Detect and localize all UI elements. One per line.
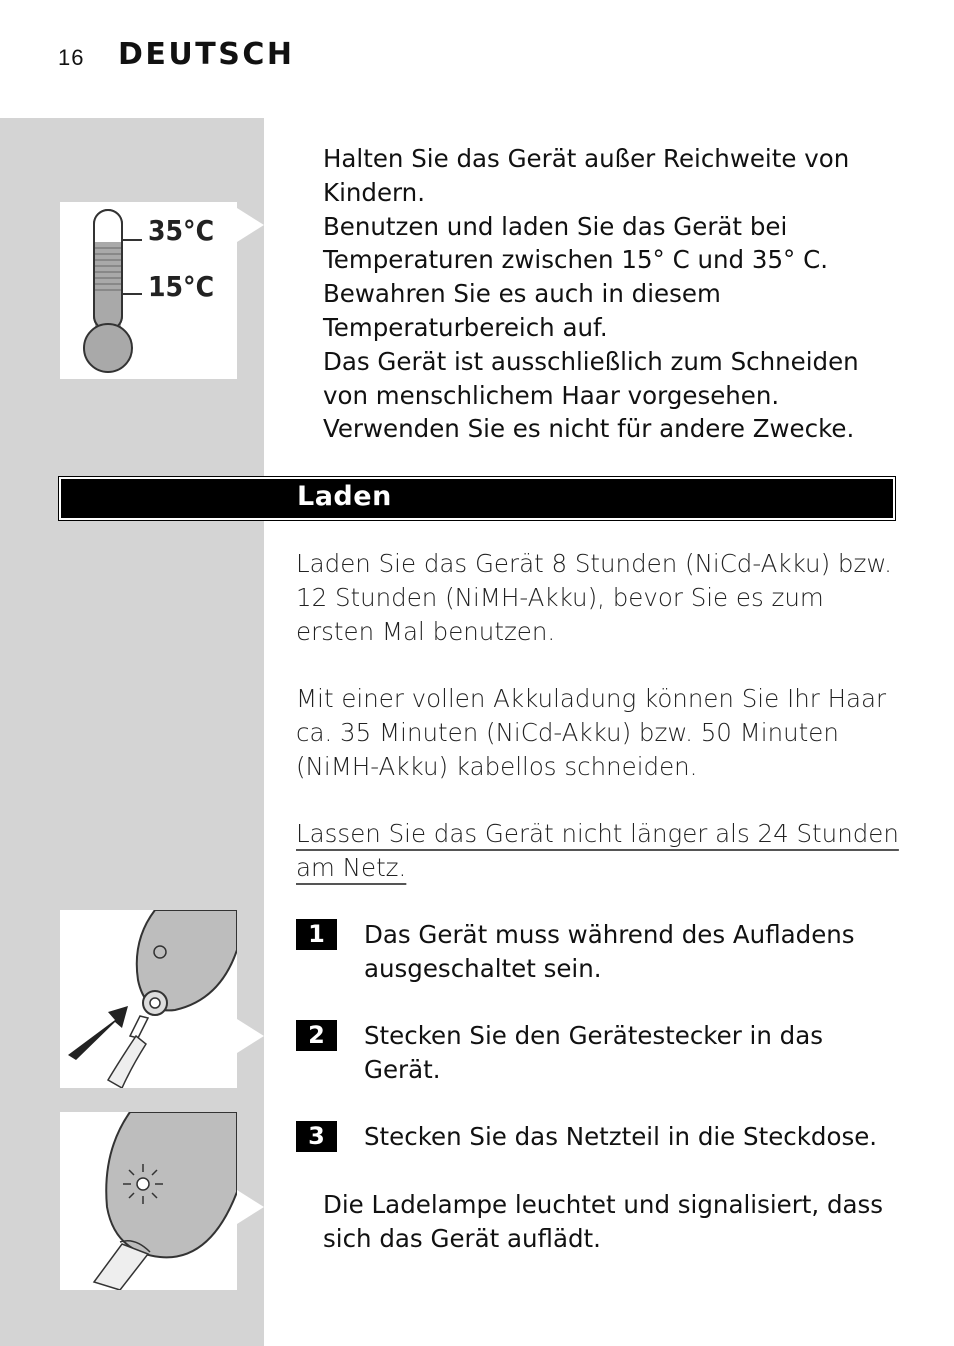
text-line: Kindern.	[323, 177, 425, 207]
text-line: Die Ladelampe leuchtet und signalisiert, dass	[323, 1190, 884, 1219]
text-line: Laden Sie das Gerät 8 Stunden (NiCd-Akku) bzw.	[296, 549, 892, 578]
text-line: (NiMH-Akku) kabellos schneiden.	[296, 751, 698, 781]
text-line: Temperaturen zwischen 15° C und 35° C.	[323, 245, 828, 275]
illustration-pointer	[237, 1190, 264, 1224]
warning-paragraph	[296, 817, 899, 885]
page-language-title: DEUTSCH	[118, 37, 295, 72]
temp-high-label: 35°C	[148, 214, 215, 247]
text-line: Temperaturbereich auf.	[323, 312, 608, 342]
step-number-badge: 3	[296, 1121, 337, 1152]
step-text	[364, 1120, 877, 1154]
step-number-badge: 1	[296, 919, 337, 950]
text-line: Das Gerät muss während des Aufladens	[364, 920, 855, 949]
text-line: Gerät.	[364, 1054, 441, 1084]
text-line: Benutzen und laden Sie das Gerät bei	[323, 211, 788, 241]
text-line: Lassen Sie das Gerät nicht länger als 24 Stunden	[296, 819, 899, 848]
section-title: Laden	[297, 481, 392, 512]
text-line: Stecken Sie das Netzteil in die Steckdose.	[364, 1122, 878, 1151]
page-number: 16	[58, 45, 85, 70]
step-text	[364, 1019, 823, 1087]
charging-light-note	[323, 1188, 883, 1256]
temp-low-label: 15°C	[148, 270, 215, 303]
text-line: ausgeschaltet sein.	[364, 953, 602, 983]
text-line: Stecken Sie den Gerätestecker in das	[364, 1021, 824, 1050]
text-line: ersten Mal benutzen.	[296, 616, 556, 646]
charging-light-illustration	[60, 1112, 237, 1290]
device-plug-icon	[60, 910, 237, 1088]
section-header	[59, 477, 895, 520]
text-line: Mit einer vollen Akkuladung können Sie Ihr Haar	[296, 684, 887, 713]
illustration-pointer	[237, 208, 264, 242]
charging-time-paragraph	[296, 547, 892, 648]
text-line: 12 Stunden (NiMH-Akku), bevor Sie es zum	[296, 582, 824, 612]
text-line: Halten Sie das Gerät außer Reichweite von	[323, 144, 850, 173]
runtime-paragraph	[296, 682, 886, 783]
text-line: sich das Gerät auflädt.	[323, 1223, 601, 1253]
thermometer-illustration	[60, 202, 237, 379]
text-line: Das Gerät ist ausschließlich zum Schneiden	[323, 346, 859, 376]
text-line: von menschlichem Haar vorgesehen.	[323, 380, 780, 410]
text-line: Bewahren Sie es auch in diesem	[323, 279, 721, 309]
thermometer-icon	[60, 202, 237, 379]
charging-lamp-icon	[60, 1112, 237, 1290]
plug-in-illustration	[60, 910, 237, 1088]
step-text	[364, 918, 855, 986]
illustration-pointer	[237, 1019, 264, 1053]
text-line: Verwenden Sie es nicht für andere Zwecke.	[323, 414, 855, 444]
step-number-badge: 2	[296, 1020, 337, 1051]
text-line: ca. 35 Minuten (NiCd-Akku) bzw. 50 Minuten	[296, 717, 839, 747]
text-line: am Netz.	[296, 852, 407, 882]
safety-text	[323, 142, 859, 446]
